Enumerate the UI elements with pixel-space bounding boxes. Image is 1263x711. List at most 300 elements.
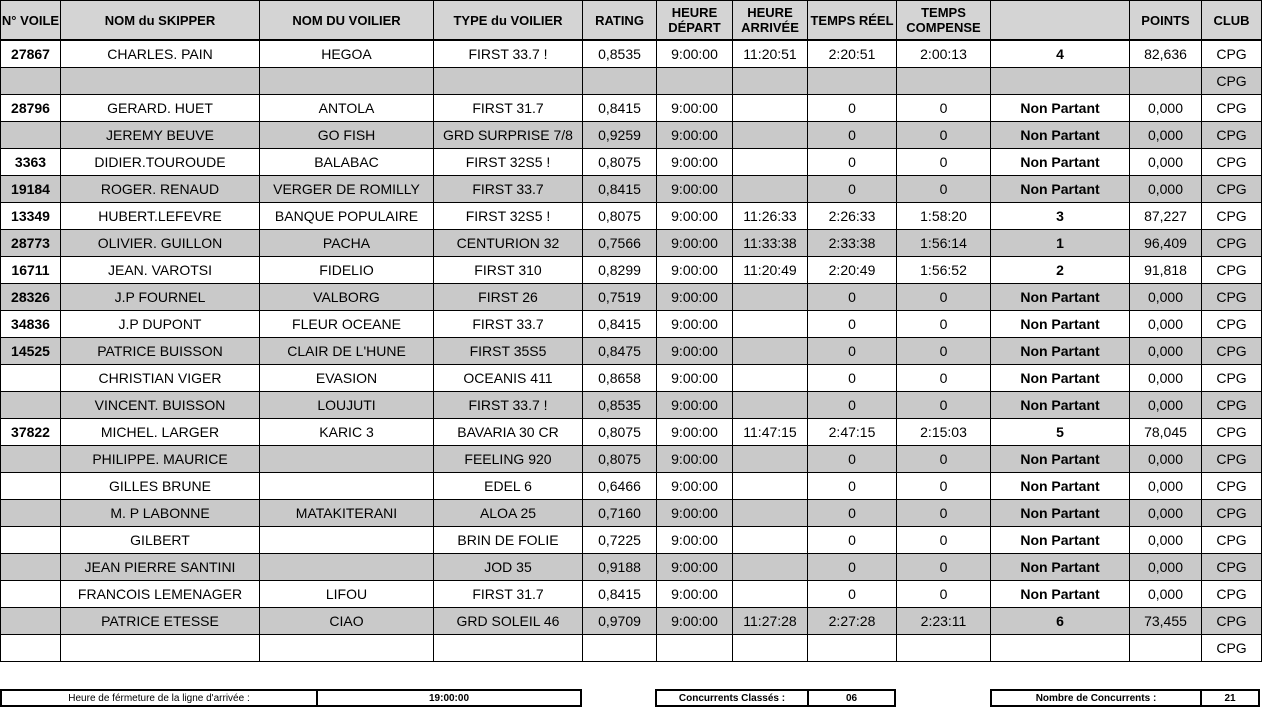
- departure-time-cell: 9:00:00: [657, 122, 733, 149]
- sail-cell: 28796: [1, 95, 61, 122]
- sail-cell: 34836: [1, 311, 61, 338]
- boat-type-cell: FIRST 33.7 !: [434, 392, 583, 419]
- real-time-cell: 2:27:28: [808, 608, 897, 635]
- sail-cell: 13349: [1, 203, 61, 230]
- real-time-cell: 0: [808, 581, 897, 608]
- club-cell: CPG: [1202, 203, 1262, 230]
- departure-time-cell: [657, 68, 733, 95]
- col-header-rank: [991, 1, 1130, 41]
- rank-cell: Non Partant: [991, 122, 1130, 149]
- rank-cell: Non Partant: [991, 500, 1130, 527]
- compensated-time-cell: 0: [897, 527, 991, 554]
- rank-cell: Non Partant: [991, 365, 1130, 392]
- real-time-cell: 2:47:15: [808, 419, 897, 446]
- rank-cell: Non Partant: [991, 554, 1130, 581]
- compensated-time-cell: 2:15:03: [897, 419, 991, 446]
- departure-time-cell: 9:00:00: [657, 500, 733, 527]
- col-header-arrive: [733, 1, 808, 41]
- sail-cell: 28326: [1, 284, 61, 311]
- col-header-comp-line1: TEMPS: [921, 5, 966, 20]
- arrival-time-cell: [733, 122, 808, 149]
- boat-type-cell: FIRST 35S5: [434, 338, 583, 365]
- real-time-cell: 0: [808, 284, 897, 311]
- sail-cell: [1, 365, 61, 392]
- compensated-time-cell: 1:58:20: [897, 203, 991, 230]
- sail-cell: 27867: [1, 40, 61, 68]
- boat-type-cell: FIRST 33.7 !: [434, 40, 583, 68]
- arrival-time-cell: 11:47:15: [733, 419, 808, 446]
- rating-cell: 0,8415: [583, 581, 657, 608]
- points-cell: 87,227: [1130, 203, 1202, 230]
- arrival-time-cell: [733, 500, 808, 527]
- club-cell: CPG: [1202, 527, 1262, 554]
- boat-name-cell: LOUJUTI: [260, 392, 434, 419]
- col-header-club: CLUB: [1202, 1, 1262, 41]
- boat-name-cell: [260, 446, 434, 473]
- rank-cell: Non Partant: [991, 581, 1130, 608]
- skipper-cell: GILBERT: [61, 527, 260, 554]
- points-cell: 0,000: [1130, 500, 1202, 527]
- rating-cell: 0,8415: [583, 95, 657, 122]
- departure-time-cell: 9:00:00: [657, 392, 733, 419]
- club-cell: CPG: [1202, 40, 1262, 68]
- departure-time-cell: 9:00:00: [657, 473, 733, 500]
- boat-name-cell: BALABAC: [260, 149, 434, 176]
- real-time-cell: 2:20:51: [808, 40, 897, 68]
- skipper-cell: JEAN PIERRE SANTINI: [61, 554, 260, 581]
- rating-cell: [583, 68, 657, 95]
- boat-name-cell: LIFOU: [260, 581, 434, 608]
- table-row: [1, 311, 1262, 338]
- club-cell: CPG: [1202, 68, 1262, 95]
- header-row: [1, 1, 1262, 41]
- skipper-cell: J.P FOURNEL: [61, 284, 260, 311]
- skipper-cell: ROGER. RENAUD: [61, 176, 260, 203]
- rank-cell: 5: [991, 419, 1130, 446]
- rank-cell: Non Partant: [991, 95, 1130, 122]
- real-time-cell: 0: [808, 392, 897, 419]
- arrival-time-cell: [733, 176, 808, 203]
- rating-cell: 0,7225: [583, 527, 657, 554]
- compensated-time-cell: 0: [897, 473, 991, 500]
- table-row: [1, 392, 1262, 419]
- departure-time-cell: 9:00:00: [657, 176, 733, 203]
- rating-cell: 0,9188: [583, 554, 657, 581]
- arrival-time-cell: [733, 527, 808, 554]
- boat-name-cell: GO FISH: [260, 122, 434, 149]
- boat-name-cell: MATAKITERANI: [260, 500, 434, 527]
- col-header-points: POINTS: [1130, 1, 1202, 41]
- rank-cell: 1: [991, 230, 1130, 257]
- real-time-cell: 0: [808, 365, 897, 392]
- rating-cell: 0,8535: [583, 40, 657, 68]
- compensated-time-cell: 1:56:14: [897, 230, 991, 257]
- skipper-cell: HUBERT.LEFEVRE: [61, 203, 260, 230]
- col-header-depart: [657, 1, 733, 41]
- sail-cell: [1, 68, 61, 95]
- compensated-time-cell: 0: [897, 122, 991, 149]
- real-time-cell: 2:26:33: [808, 203, 897, 230]
- boat-name-cell: FIDELIO: [260, 257, 434, 284]
- rank-cell: 4: [991, 40, 1130, 68]
- sail-cell: [1, 608, 61, 635]
- real-time-cell: 0: [808, 176, 897, 203]
- compensated-time-cell: 0: [897, 500, 991, 527]
- table-row: [1, 365, 1262, 392]
- sail-cell: 37822: [1, 419, 61, 446]
- departure-time-cell: 9:00:00: [657, 419, 733, 446]
- rating-cell: 0,8475: [583, 338, 657, 365]
- arrival-time-cell: [733, 446, 808, 473]
- departure-time-cell: 9:00:00: [657, 257, 733, 284]
- points-cell: 0,000: [1130, 527, 1202, 554]
- skipper-cell: VINCENT. BUISSON: [61, 392, 260, 419]
- skipper-cell: M. P LABONNE: [61, 500, 260, 527]
- col-header-arrive-line1: HEURE: [747, 5, 793, 20]
- rank-cell: Non Partant: [991, 149, 1130, 176]
- col-header-depart-line1: HEURE: [671, 5, 718, 20]
- classed-competitors-value: 06: [807, 689, 896, 707]
- table-row: [1, 257, 1262, 284]
- rank-cell: Non Partant: [991, 284, 1130, 311]
- compensated-time-cell: 0: [897, 311, 991, 338]
- points-cell: 91,818: [1130, 257, 1202, 284]
- compensated-time-cell: 2:23:11: [897, 608, 991, 635]
- skipper-cell: CHARLES. PAIN: [61, 40, 260, 68]
- sail-cell: [1, 473, 61, 500]
- real-time-cell: [808, 68, 897, 95]
- skipper-cell: J.P DUPONT: [61, 311, 260, 338]
- club-cell: CPG: [1202, 419, 1262, 446]
- club-cell: CPG: [1202, 257, 1262, 284]
- boat-name-cell: VERGER DE ROMILLY: [260, 176, 434, 203]
- compensated-time-cell: 0: [897, 581, 991, 608]
- table-row: [1, 473, 1262, 500]
- rating-cell: 0,8075: [583, 149, 657, 176]
- real-time-cell: 2:33:38: [808, 230, 897, 257]
- real-time-cell: 0: [808, 554, 897, 581]
- arrival-time-cell: 11:33:38: [733, 230, 808, 257]
- table-row: [1, 419, 1262, 446]
- boat-type-cell: FIRST 31.7: [434, 581, 583, 608]
- table-row: [1, 149, 1262, 176]
- rating-cell: 0,8535: [583, 392, 657, 419]
- boat-type-cell: FIRST 310: [434, 257, 583, 284]
- sail-cell: [1, 527, 61, 554]
- arrival-time-cell: [733, 635, 808, 662]
- table-row: [1, 122, 1262, 149]
- club-cell: CPG: [1202, 311, 1262, 338]
- table-row: [1, 40, 1262, 68]
- compensated-time-cell: 0: [897, 446, 991, 473]
- rank-cell: 3: [991, 203, 1130, 230]
- departure-time-cell: 9:00:00: [657, 203, 733, 230]
- points-cell: 0,000: [1130, 473, 1202, 500]
- compensated-time-cell: 0: [897, 365, 991, 392]
- club-cell: CPG: [1202, 446, 1262, 473]
- sail-cell: 16711: [1, 257, 61, 284]
- compensated-time-cell: 1:56:52: [897, 257, 991, 284]
- points-cell: 0,000: [1130, 95, 1202, 122]
- boat-name-cell: CLAIR DE L'HUNE: [260, 338, 434, 365]
- sail-cell: [1, 554, 61, 581]
- arrival-time-cell: [733, 338, 808, 365]
- col-header-comp-line2: COMPENSE: [906, 20, 981, 35]
- points-cell: 0,000: [1130, 338, 1202, 365]
- arrival-time-cell: [733, 473, 808, 500]
- results-body: [1, 40, 1262, 662]
- club-cell: CPG: [1202, 284, 1262, 311]
- points-cell: 0,000: [1130, 554, 1202, 581]
- boat-type-cell: BRIN DE FOLIE: [434, 527, 583, 554]
- skipper-cell: [61, 68, 260, 95]
- arrival-time-cell: [733, 365, 808, 392]
- points-cell: 0,000: [1130, 446, 1202, 473]
- boat-type-cell: FEELING 920: [434, 446, 583, 473]
- skipper-cell: MICHEL. LARGER: [61, 419, 260, 446]
- compensated-time-cell: 2:00:13: [897, 40, 991, 68]
- col-header-sail: N° VOILE: [1, 1, 61, 41]
- departure-time-cell: [657, 635, 733, 662]
- club-cell: CPG: [1202, 473, 1262, 500]
- club-cell: CPG: [1202, 230, 1262, 257]
- departure-time-cell: 9:00:00: [657, 284, 733, 311]
- skipper-cell: OLIVIER. GUILLON: [61, 230, 260, 257]
- rating-cell: 0,8415: [583, 311, 657, 338]
- points-cell: 0,000: [1130, 284, 1202, 311]
- table-row: [1, 554, 1262, 581]
- table-row: [1, 338, 1262, 365]
- club-cell: CPG: [1202, 365, 1262, 392]
- departure-time-cell: 9:00:00: [657, 149, 733, 176]
- rating-cell: 0,8658: [583, 365, 657, 392]
- club-cell: CPG: [1202, 554, 1262, 581]
- rank-cell: Non Partant: [991, 392, 1130, 419]
- rating-cell: 0,7519: [583, 284, 657, 311]
- points-cell: 96,409: [1130, 230, 1202, 257]
- boat-type-cell: FIRST 33.7: [434, 176, 583, 203]
- sail-cell: 3363: [1, 149, 61, 176]
- arrival-time-cell: [733, 392, 808, 419]
- skipper-cell: CHRISTIAN VIGER: [61, 365, 260, 392]
- skipper-cell: PHILIPPE. MAURICE: [61, 446, 260, 473]
- total-competitors-value: 21: [1200, 689, 1260, 707]
- real-time-cell: 0: [808, 338, 897, 365]
- col-header-skipper: NOM du SKIPPER: [61, 1, 260, 41]
- boat-name-cell: KARIC 3: [260, 419, 434, 446]
- real-time-cell: 0: [808, 500, 897, 527]
- club-cell: CPG: [1202, 95, 1262, 122]
- boat-type-cell: [434, 68, 583, 95]
- real-time-cell: 0: [808, 122, 897, 149]
- real-time-cell: 0: [808, 473, 897, 500]
- boat-type-cell: EDEL 6: [434, 473, 583, 500]
- rank-cell: 6: [991, 608, 1130, 635]
- boat-name-cell: [260, 68, 434, 95]
- points-cell: 0,000: [1130, 122, 1202, 149]
- real-time-cell: 2:20:49: [808, 257, 897, 284]
- boat-name-cell: [260, 635, 434, 662]
- boat-type-cell: ALOA 25: [434, 500, 583, 527]
- real-time-cell: 0: [808, 311, 897, 338]
- compensated-time-cell: [897, 68, 991, 95]
- departure-time-cell: 9:00:00: [657, 581, 733, 608]
- boat-name-cell: PACHA: [260, 230, 434, 257]
- boat-name-cell: [260, 473, 434, 500]
- table-row: [1, 635, 1262, 662]
- points-cell: [1130, 68, 1202, 95]
- points-cell: 0,000: [1130, 392, 1202, 419]
- boat-name-cell: [260, 527, 434, 554]
- skipper-cell: DIDIER.TOUROUDE: [61, 149, 260, 176]
- departure-time-cell: 9:00:00: [657, 95, 733, 122]
- club-cell: CPG: [1202, 581, 1262, 608]
- rating-cell: 0,8075: [583, 203, 657, 230]
- points-cell: 73,455: [1130, 608, 1202, 635]
- real-time-cell: 0: [808, 527, 897, 554]
- points-cell: 78,045: [1130, 419, 1202, 446]
- sail-cell: 28773: [1, 230, 61, 257]
- departure-time-cell: 9:00:00: [657, 40, 733, 68]
- departure-time-cell: 9:00:00: [657, 311, 733, 338]
- club-cell: CPG: [1202, 635, 1262, 662]
- skipper-cell: PATRICE ETESSE: [61, 608, 260, 635]
- rank-cell: Non Partant: [991, 338, 1130, 365]
- rank-cell: 2: [991, 257, 1130, 284]
- departure-time-cell: 9:00:00: [657, 608, 733, 635]
- boat-name-cell: BANQUE POPULAIRE: [260, 203, 434, 230]
- rating-cell: 0,9709: [583, 608, 657, 635]
- boat-type-cell: BAVARIA 30 CR: [434, 419, 583, 446]
- skipper-cell: [61, 635, 260, 662]
- rank-cell: [991, 68, 1130, 95]
- compensated-time-cell: 0: [897, 392, 991, 419]
- boat-type-cell: [434, 635, 583, 662]
- boat-type-cell: CENTURION 32: [434, 230, 583, 257]
- arrival-time-cell: [733, 284, 808, 311]
- club-cell: CPG: [1202, 338, 1262, 365]
- skipper-cell: PATRICE BUISSON: [61, 338, 260, 365]
- boat-name-cell: VALBORG: [260, 284, 434, 311]
- skipper-cell: GILLES BRUNE: [61, 473, 260, 500]
- boat-type-cell: GRD SOLEIL 46: [434, 608, 583, 635]
- col-header-depart-line2: DÉPART: [668, 20, 721, 35]
- classed-competitors-label: Concurrents Classés :: [655, 689, 809, 707]
- total-competitors-label: Nombre de Concurrents :: [990, 689, 1202, 707]
- rank-cell: [991, 635, 1130, 662]
- boat-name-cell: HEGOA: [260, 40, 434, 68]
- boat-type-cell: JOD 35: [434, 554, 583, 581]
- rating-cell: 0,7566: [583, 230, 657, 257]
- table-row: [1, 203, 1262, 230]
- table-row: [1, 527, 1262, 554]
- col-header-real-time: TEMPS RÉEL: [808, 1, 897, 41]
- table-row: [1, 230, 1262, 257]
- boat-type-cell: GRD SURPRISE 7/8: [434, 122, 583, 149]
- table-row: [1, 68, 1262, 95]
- sail-cell: 14525: [1, 338, 61, 365]
- table-row: [1, 446, 1262, 473]
- points-cell: 0,000: [1130, 176, 1202, 203]
- sail-cell: [1, 122, 61, 149]
- col-header-rating: RATING: [583, 1, 657, 41]
- arrival-time-cell: [733, 68, 808, 95]
- boat-name-cell: ANTOLA: [260, 95, 434, 122]
- arrival-time-cell: [733, 554, 808, 581]
- boat-name-cell: FLEUR OCEANE: [260, 311, 434, 338]
- departure-time-cell: 9:00:00: [657, 446, 733, 473]
- arrival-time-cell: 11:26:33: [733, 203, 808, 230]
- rating-cell: 0,7160: [583, 500, 657, 527]
- col-header-compensated: [897, 1, 991, 41]
- departure-time-cell: 9:00:00: [657, 554, 733, 581]
- boat-name-cell: EVASION: [260, 365, 434, 392]
- col-header-boat: NOM DU VOILIER: [260, 1, 434, 41]
- arrival-time-cell: [733, 311, 808, 338]
- arrival-time-cell: [733, 581, 808, 608]
- rating-cell: 0,8299: [583, 257, 657, 284]
- club-cell: CPG: [1202, 149, 1262, 176]
- rating-cell: 0,8415: [583, 176, 657, 203]
- club-cell: CPG: [1202, 500, 1262, 527]
- club-cell: CPG: [1202, 122, 1262, 149]
- points-cell: 0,000: [1130, 365, 1202, 392]
- boat-name-cell: [260, 554, 434, 581]
- compensated-time-cell: 0: [897, 176, 991, 203]
- arrival-time-cell: 11:20:51: [733, 40, 808, 68]
- points-cell: 0,000: [1130, 149, 1202, 176]
- boat-type-cell: FIRST 26: [434, 284, 583, 311]
- departure-time-cell: 9:00:00: [657, 230, 733, 257]
- compensated-time-cell: 0: [897, 338, 991, 365]
- boat-type-cell: FIRST 32S5 !: [434, 203, 583, 230]
- compensated-time-cell: 0: [897, 284, 991, 311]
- sail-cell: 19184: [1, 176, 61, 203]
- table-row: [1, 500, 1262, 527]
- rank-cell: Non Partant: [991, 446, 1130, 473]
- arrival-time-cell: [733, 95, 808, 122]
- points-cell: 0,000: [1130, 581, 1202, 608]
- rating-cell: 0,9259: [583, 122, 657, 149]
- rating-cell: 0,6466: [583, 473, 657, 500]
- arrival-time-cell: 11:20:49: [733, 257, 808, 284]
- table-row: [1, 284, 1262, 311]
- table-row: [1, 95, 1262, 122]
- compensated-time-cell: 0: [897, 95, 991, 122]
- sail-cell: [1, 635, 61, 662]
- rank-cell: Non Partant: [991, 311, 1130, 338]
- rating-cell: 0,8075: [583, 446, 657, 473]
- compensated-time-cell: [897, 635, 991, 662]
- points-cell: 0,000: [1130, 311, 1202, 338]
- closing-time-value: 19:00:00: [316, 689, 582, 707]
- sail-cell: [1, 446, 61, 473]
- points-cell: 82,636: [1130, 40, 1202, 68]
- sail-cell: [1, 392, 61, 419]
- real-time-cell: 0: [808, 446, 897, 473]
- closing-time-label: Heure de férmeture de la ligne d'arrivée :: [0, 689, 318, 707]
- rating-cell: [583, 635, 657, 662]
- sail-cell: [1, 500, 61, 527]
- col-header-type: TYPE du VOILIER: [434, 1, 583, 41]
- real-time-cell: [808, 635, 897, 662]
- boat-type-cell: FIRST 32S5 !: [434, 149, 583, 176]
- arrival-time-cell: 11:27:28: [733, 608, 808, 635]
- rating-cell: 0,8075: [583, 419, 657, 446]
- departure-time-cell: 9:00:00: [657, 365, 733, 392]
- table-row: [1, 581, 1262, 608]
- skipper-cell: JEAN. VAROTSI: [61, 257, 260, 284]
